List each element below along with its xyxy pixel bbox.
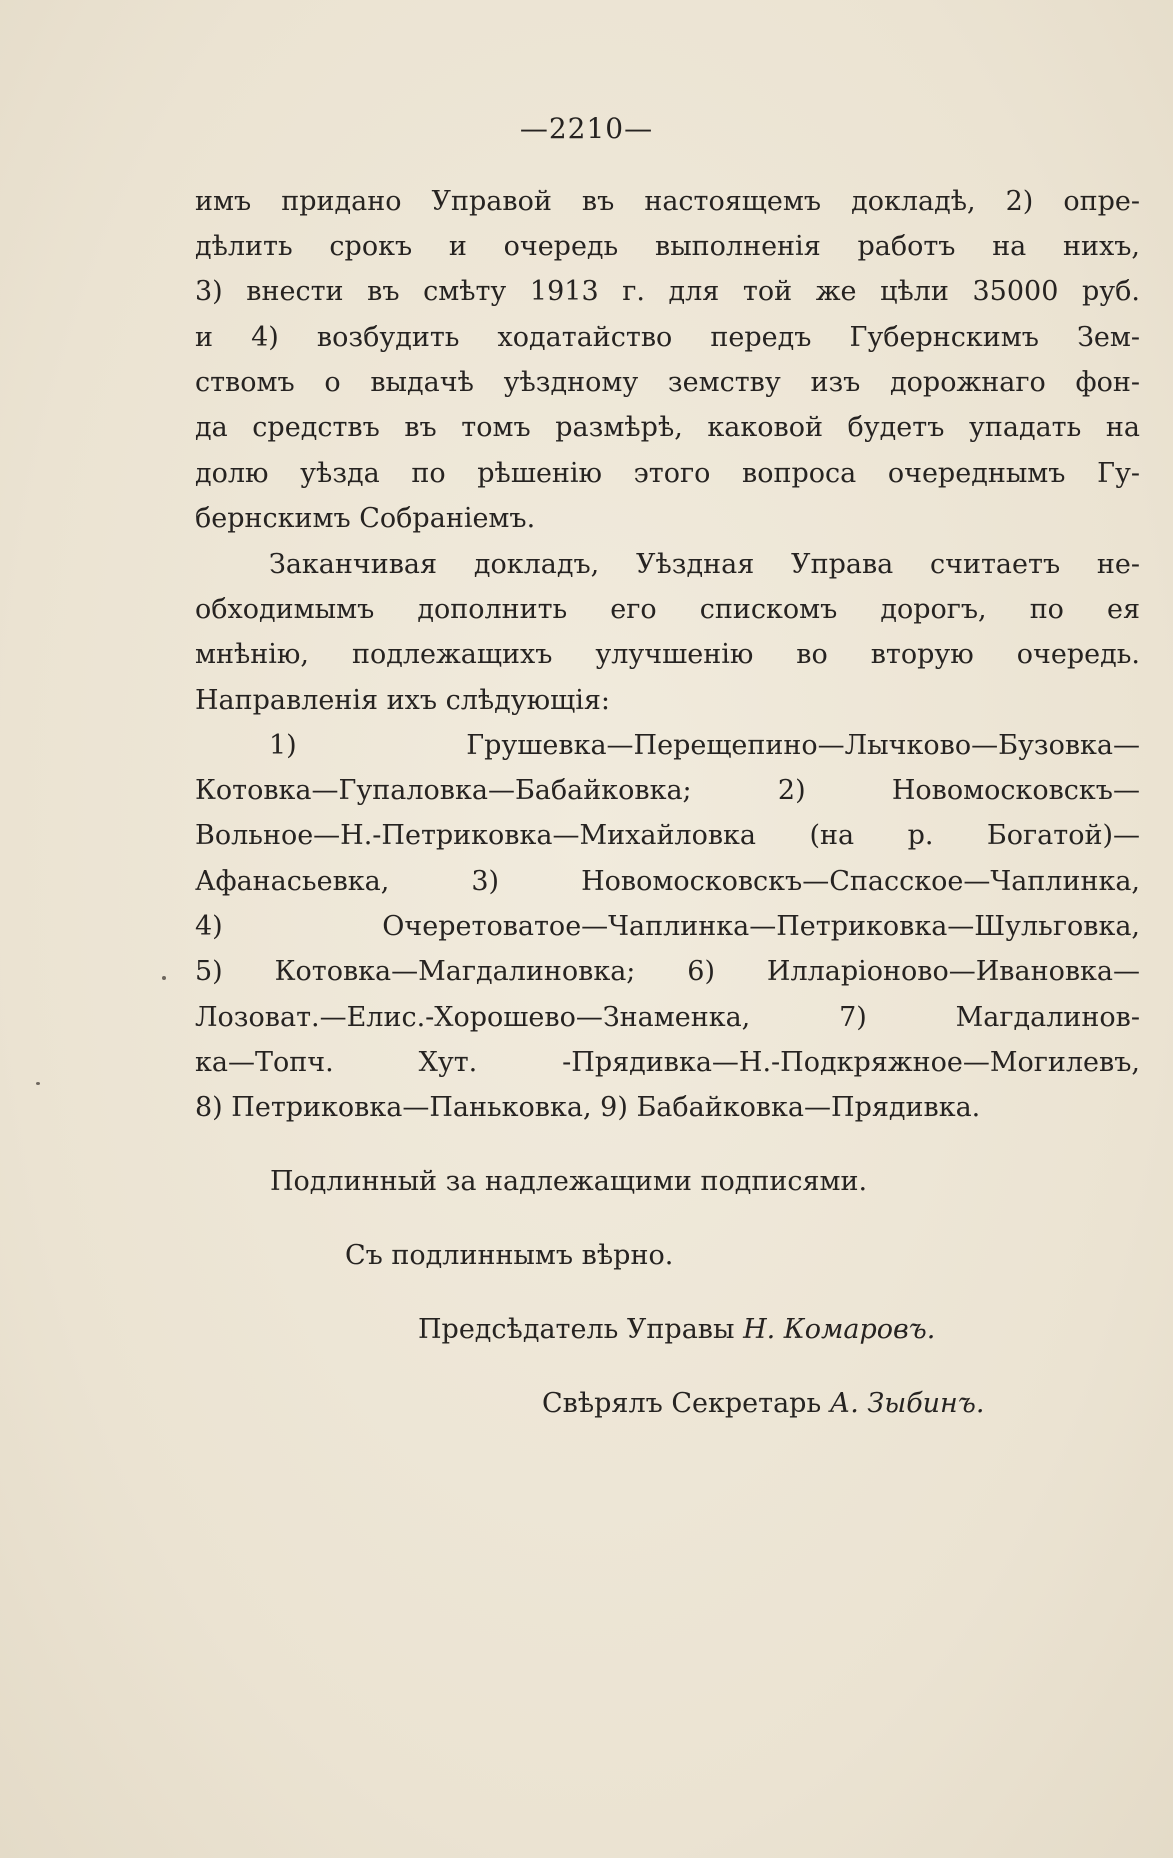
- text-line: обходимымъ дополнить его спискомъ дорогъ, по ея: [195, 594, 1140, 625]
- text-line: 3) внести въ смѣту 1913 г. для той же цѣли 35000 руб.: [195, 276, 1140, 307]
- original-note: Подлинный за надлежащими подписями.: [270, 1166, 868, 1197]
- route-line: 5) Котовка—Магдалиновка; 6) Илларіоново—Ивановка—: [195, 956, 1140, 987]
- route-line: Лозоват.—Елис.-Хорошево—Знаменка, 7) Магдалинов-: [195, 1002, 1140, 1033]
- route-line: 1) Грушевка—Перещепино—Лычково—Бузовка—: [269, 730, 1140, 761]
- text-line: ствомъ о выдачѣ уѣздному земству изъ дорожнаго фон-: [195, 367, 1140, 398]
- text-line: имъ придано Управой въ настоящемъ докладѣ, 2) опре-: [195, 186, 1140, 217]
- chairman-name: Н. Комаровъ.: [743, 1314, 936, 1345]
- text-line: бернскимъ Собраніемъ.: [195, 503, 536, 534]
- chairman-title: Предсѣдатель Управы: [418, 1314, 735, 1345]
- text-line: мнѣнію, подлежащихъ улучшенію во вторую очередь.: [195, 639, 1140, 670]
- chairman-signature: [418, 1308, 935, 1352]
- page-number: —2210—: [519, 112, 654, 145]
- text-line: дѣлить срокъ и очередь выполненія работъ на нихъ,: [195, 231, 1140, 262]
- certified-note: Съ подлиннымъ вѣрно.: [345, 1240, 674, 1271]
- secretary-title: Свѣрялъ Секретарь: [542, 1388, 822, 1419]
- text-line: долю уѣзда по рѣшенію этого вопроса очереднымъ Гу-: [195, 458, 1140, 489]
- route-line: ка—Топч. Хут. -Прядивка—Н.-Подкряжное—Могилевъ,: [195, 1047, 1140, 1078]
- text-line: и 4) возбудить ходатайство передъ Губернскимъ Зем-: [195, 322, 1140, 353]
- stray-mark: [162, 976, 166, 980]
- stray-mark: [36, 1082, 40, 1085]
- secretary-name: А. Зыбинъ.: [829, 1388, 985, 1419]
- route-line: 8) Петриковка—Паньковка, 9) Бабайковка—Прядивка.: [195, 1092, 981, 1123]
- route-line: Вольное—Н.-Петриковка—Михайловка (на р. Богатой)—: [195, 820, 1140, 851]
- text-line: да средствъ въ томъ размѣрѣ, каковой будетъ упадать на: [195, 412, 1140, 443]
- text-line: Заканчивая докладъ, Уѣздная Управа считаетъ не-: [269, 549, 1140, 580]
- route-line: Котовка—Гупаловка—Бабайковка; 2) Новомосковскъ—: [195, 775, 1140, 806]
- secretary-signature: [542, 1382, 984, 1426]
- text-line: Направленія ихъ слѣдующія:: [195, 685, 611, 716]
- route-line: 4) Очеретоватое—Чаплинка—Петриковка—Шульговка,: [195, 911, 1140, 942]
- route-line: Афанасьевка, 3) Новомосковскъ—Спасское—Чаплинка,: [195, 866, 1140, 897]
